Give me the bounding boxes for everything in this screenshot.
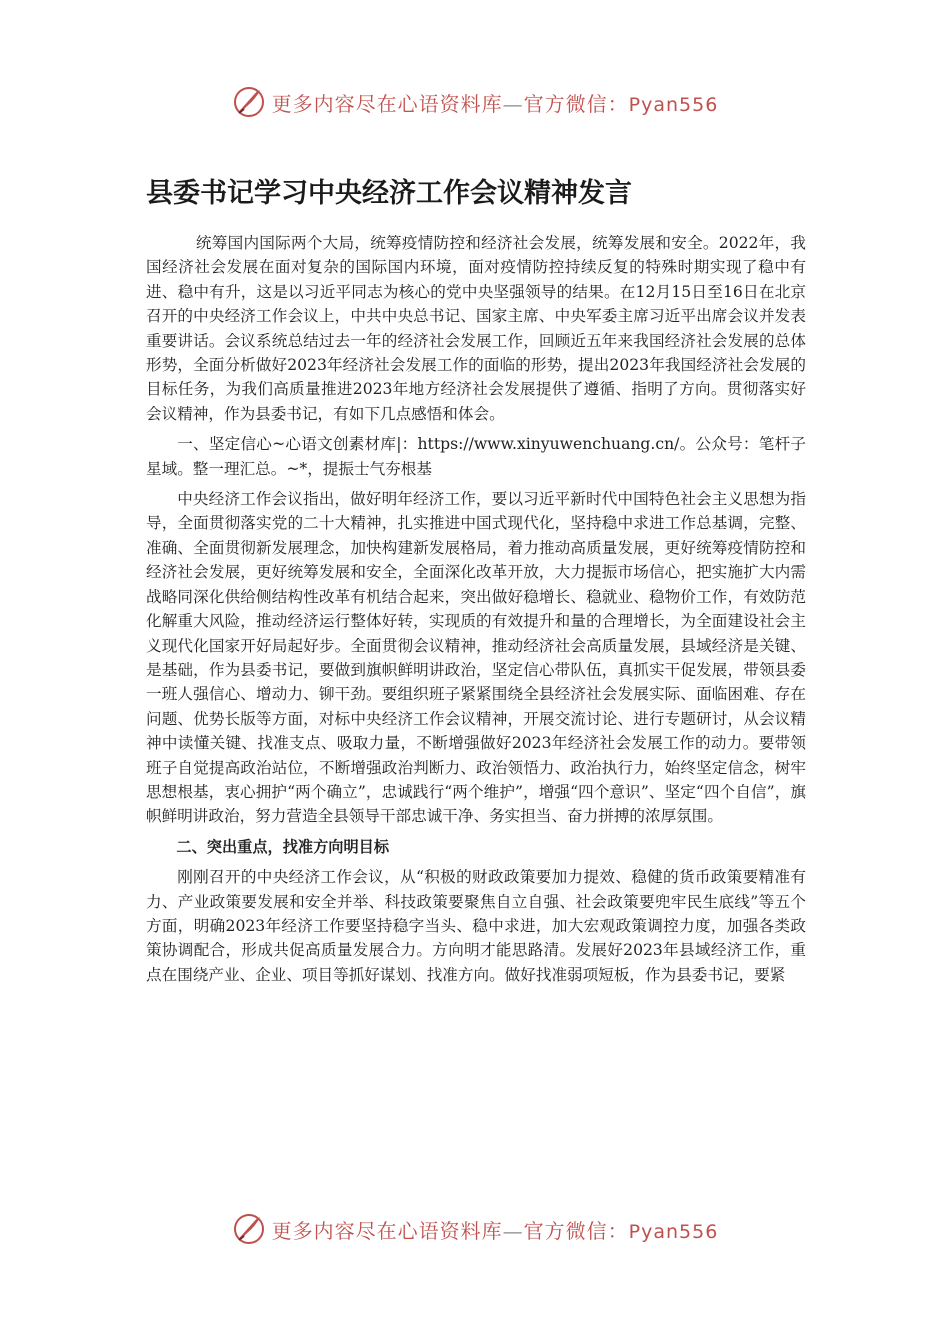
body-paragraph: 刚刚召开的中央经济工作会议，从“积极的财政政策要加力提效、稳健的货币政策要精准有力、产业政策要发展和安全并举、科技政策要聚焦自立自强、社会政策要兜牢民生底线”等五个方面，明确2023年经济工作要坚持稳字当头、稳中求进，加大宏观政策调控力度，加强各类政策协调配合，形成共促高质量发展合力。方向明才能思路清。发展好2023年县域经济工作，重点在围绕产业、企业、项目等抓好谋划、找准方向。做好找准弱项短板，作为县委书记，要紧 <box>146 868 806 984</box>
body-paragraph: 中央经济工作会议指出，做好明年经济工作，要以习近平新时代中国特色社会主义思想为指导，全面贯彻落实党的二十大精神，扎实推进中国式现代化，坚持稳中求进工作总基调，完整、准确、全面贯彻新发展理念，加快构建新发展格局，着力推动高质量发展，更好统筹疫情防控和经济社会发展，更好统筹发展和安全，全面深化改革开放，大力提振市场信心，把实施扩大内需战略同深化供给侧结构性改革有机结合起来，突出做好稳增长、稳就业、稳物价工作，有效防范化解重大风险，推动经济运行整体好转，实现质的有效提升和量的合理增长，为全面建设社会主义现代化国家开好局起好步。全面贯彻会议精神，推动经济社会高质量发展，县域经济是关键、是基础，作为县委书记，要做到旗帜鲜明讲政治，坚定信心带队伍，真抓实干促发展，带领县委一班人强信心、增动力、铆干劲。要组织班子紧紧围绕全县经济社会发展实际、面临困难、存在问题、优势长版等方面，对标中央经济工作会议精神，开展交流讨论、进行专题研讨，从会议精神中读懂关键、找准支点、吸取力量，不断增强做好2023年经济社会发展工作的动力。要带领班子自觉提高政治站位，不断增强政治判断力、政治领悟力、政治执行力，始终坚定信念，树牢思想根基，衷心拥护“两个确立”，忠诚践行“两个维护”，增强“四个意识”、坚定“四个自信”，旗帜鲜明讲政治，努力营造全县领导干部忠诚干净、务实担当、奋力拼搏的浓厚氛围。 <box>146 490 806 826</box>
quill-logo-icon <box>232 85 266 119</box>
watermark-separator: — <box>502 91 524 116</box>
watermark-wechat-label: 官方微信： <box>523 1218 629 1243</box>
document-body <box>146 231 806 987</box>
watermark-brand: 更多内容尽在心语资料库 <box>271 91 503 116</box>
watermark-text <box>272 1215 719 1244</box>
section-heading-2: 二、突出重点，找准方向明目标 <box>176 837 390 856</box>
watermark-wechat-label: 官方微信： <box>523 91 629 116</box>
document-title: 县委书记学习中央经济工作会议精神发言 <box>146 178 632 209</box>
section-heading-1: 一、坚定信心~心语文创素材库|：https://www.xinyuwenchuang.cn/。公众号：笔杆子星域。整一理汇总。~*，提振士气夯根基 <box>146 435 806 478</box>
watermark-banner-bottom <box>0 1207 950 1251</box>
watermark-banner-top <box>0 80 950 124</box>
quill-logo-icon <box>232 1212 266 1246</box>
watermark-separator: — <box>502 1218 524 1243</box>
intro-paragraph: 统筹国内国际两个大局，统筹疫情防控和经济社会发展，统筹发展和安全。2022年，我国经济社会发展在面对复杂的国际国内环境，面对疫情防控持续反复的特殊时期实现了稳中有进、稳中有升，这是以习近平同志为核心的党中央坚强领导的结果。在12月15日至16日在北京召开的中央经济工作会议上，中共中央总书记、国家主席、中央军委主席习近平出席会议并发表重要讲话。会议系统总结过去一年的经济社会发展工作，回顾近五年来我国经济社会发展的总体形势，全面分析做好2023年经济社会发展工作的面临的形势，提出2023年我国经济社会发展的目标任务，为我们高质量推进2023年地方经济社会发展提供了遵循、指明了方向。贯彻落实好会议精神，作为县委书记，有如下几点感悟和体会。 <box>146 234 806 423</box>
watermark-text <box>272 88 719 117</box>
watermark-brand: 更多内容尽在心语资料库 <box>271 1218 503 1243</box>
watermark-wechat-id: Pyan556 <box>628 93 719 116</box>
watermark-wechat-id: Pyan556 <box>628 1220 719 1243</box>
